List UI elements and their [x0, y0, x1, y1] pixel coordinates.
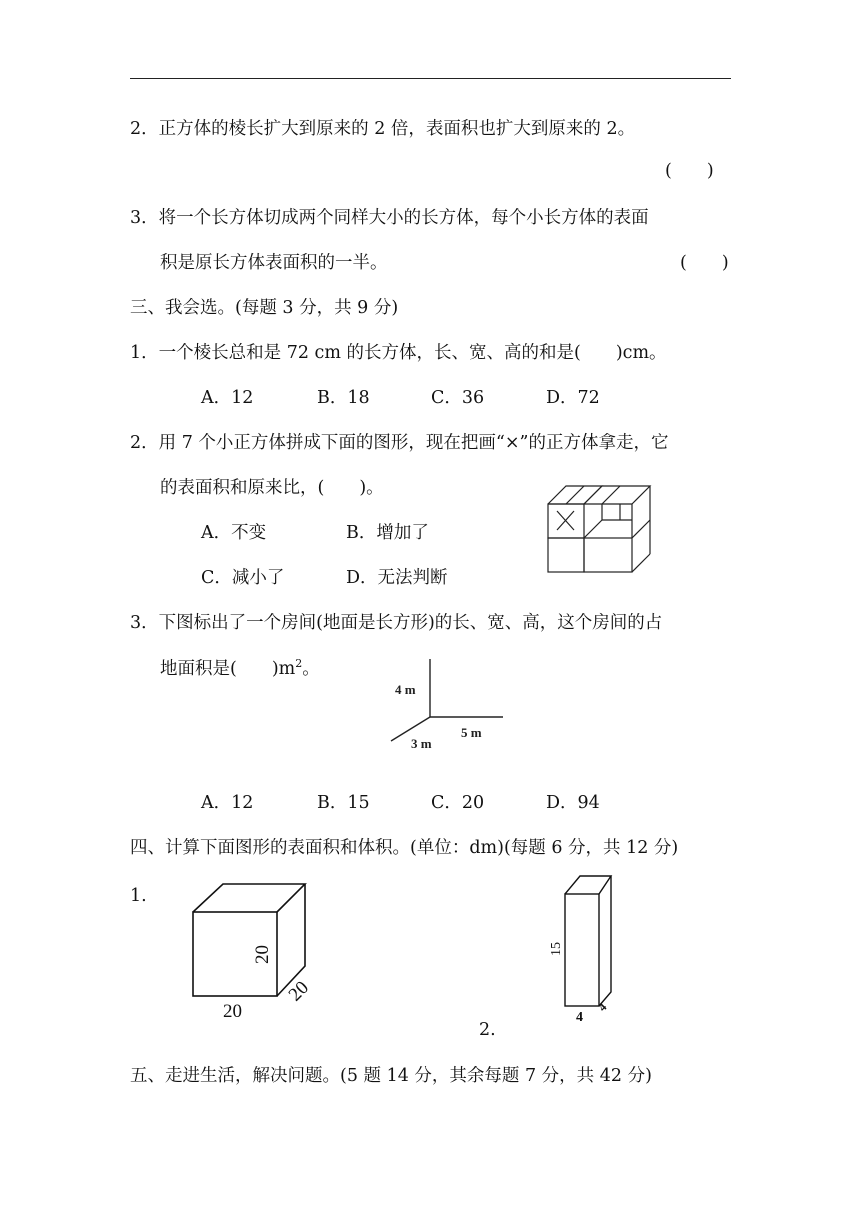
answer-bracket[interactable]: ( )	[680, 253, 729, 273]
choice-q2	[130, 431, 668, 455]
cube-stack-figure	[540, 478, 660, 580]
question-number: 3．	[130, 613, 159, 633]
option-a[interactable]: A．不变	[201, 523, 267, 543]
question-number: 2．	[130, 119, 159, 139]
figure2-number: 2.	[479, 1020, 496, 1040]
figure1-number: 1.	[130, 886, 147, 906]
cuboid-figure	[540, 870, 620, 1028]
question-number: 1．	[130, 343, 159, 363]
cube-front-edge-label: 20	[252, 945, 273, 964]
question-text-line2: 的表面积和原来比，( )。	[160, 478, 384, 498]
question-text-line1: 将一个长方体切成两个同样大小的长方体，每个小长方体的表面	[158, 208, 649, 228]
section4-title: 四、计算下面图形的表面积和体积。(单位：dm)(每题 6 分，共 12 分)	[130, 838, 679, 858]
cuboid-height-label: 15	[549, 942, 564, 956]
question-number: 2．	[130, 433, 159, 453]
option-c[interactable]: C．20	[431, 793, 485, 813]
top-rule	[130, 78, 731, 79]
option-c[interactable]: C．36	[431, 388, 485, 408]
cube-figure	[185, 878, 325, 1023]
question-text-line2: 地面积是( )$m^2$。	[160, 657, 320, 679]
question-text-line1: 下图标出了一个房间(地面是长方形)的长、宽、高，这个房间的占	[158, 613, 663, 633]
option-b[interactable]: B．18	[317, 388, 370, 408]
judge-q3	[130, 206, 649, 230]
section5-title: 五、走进生活，解决问题。(5 题 14 分，其余每题 7 分，共 42 分)	[130, 1066, 652, 1086]
room-dimension-figure	[385, 655, 510, 755]
question-text-line2: 积是原长方体表面积的一半。	[160, 253, 388, 273]
width-label: 3 m	[411, 736, 432, 751]
cuboid-bottom-label: 4	[576, 1010, 583, 1025]
choice-q3	[130, 611, 662, 635]
question-number: 3．	[130, 208, 159, 228]
length-label: 5 m	[461, 725, 482, 740]
cube-side-edge-label: 20	[284, 977, 313, 1006]
option-d[interactable]: D．72	[546, 388, 600, 408]
option-a[interactable]: A．12	[201, 793, 254, 813]
question-text: 正方体的棱长扩大到原来的 2 倍，表面积也扩大到原来的 2。	[158, 119, 636, 139]
question-text: 一个棱长总和是 72 cm 的长方体，长、宽、高的和是( )cm。	[158, 343, 667, 363]
option-d[interactable]: D．94	[546, 793, 600, 813]
option-b[interactable]: B．15	[317, 793, 370, 813]
option-a[interactable]: A．12	[201, 388, 254, 408]
option-c[interactable]: C．减小了	[201, 568, 285, 588]
judge-q2	[130, 117, 635, 141]
choice-q1	[130, 341, 667, 365]
option-b[interactable]: B．增加了	[346, 523, 429, 543]
option-d[interactable]: D．无法判断	[346, 568, 448, 588]
question-text-line1: 用 7 个小正方体拼成下面的图形，现在把画“×”的正方体拿走，它	[158, 433, 669, 453]
cube-bottom-edge-label: 20	[223, 1001, 242, 1022]
section3-title: 三、我会选。(每题 3 分，共 9 分)	[130, 298, 399, 318]
height-label: 4 m	[395, 682, 416, 697]
cuboid-depth-label: 4	[595, 999, 610, 1015]
answer-bracket[interactable]: ( )	[665, 161, 714, 181]
